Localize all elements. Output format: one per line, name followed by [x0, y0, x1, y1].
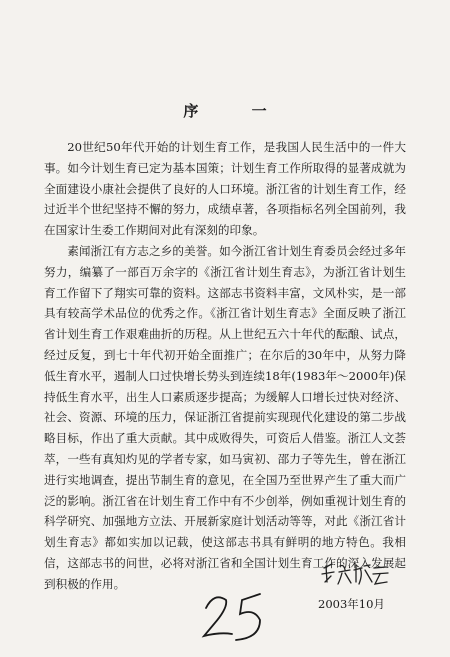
- handwritten-page-number: [196, 586, 272, 648]
- signature-image: [318, 560, 390, 588]
- date-text: 2003年10月: [318, 597, 385, 611]
- paragraph-1: 20世纪50年代开始的计划生育工作，是我国人民生活中的一件大事。如今计划生育已定为基本国策；计划生育工作所取得的显著成就为全面建设小康社会提供了良好的人口环境。浙江省的计划生育工作，经过近半个世纪坚持不懈的努力，成绩卓著，各项指标名列全国前列，我在国家计生委工作期间对此有深刻的印象。: [44, 140, 406, 238]
- page-title: 序 一: [183, 102, 291, 120]
- preface-body: [44, 137, 406, 595]
- paragraph-2: 素闻浙江有方志之乡的美誉。如今浙江省计划生育委员会经过多年努力，编纂了一部百万余字的《浙江省计划生育志》，为浙江省计划生育工作留下了翔实可靠的资料。这部志书资料丰富，文风朴实，是一部具有较高学术品位的优秀之作。《浙江省计划生育志》全面反映了浙江省计划生育工作艰难曲折的历程。从上世纪五六十年代的酝酿、试点，经过反复，到七十年代初开始全面推广；在尔后的30年中，从努力降低生育水平，遏制人口过快增长势头到连续18年(1983年～2000年)保持低生育水平，出生人口素质逐步提高；为缓解人口增长过快对经济、社会、资源、环境的压力，保证浙江省提前实现现代化建设的第二步战略目标，作出了重大贡献。其中成败得失，可资后人借鉴。浙江人文荟萃，一些有真知灼见的学者专家，如马寅初、邵力子等先生，曾在浙江进行实地调查，提出节制生育的意见，在全国乃至世界产生了重大而广泛的影响。浙江省在计划生育工作中有不少创举，例如重视计划生育的科学研究、加强地方立法、开展新家庭计划活动等等，对此《浙江省计划生育志》都如实加以记载，使这部志书具有鲜明的地方特色。我相信，这部志书的问世，必将对浙江省和全国计划生育工作的深入发展起到积极的作用。: [44, 243, 406, 591]
